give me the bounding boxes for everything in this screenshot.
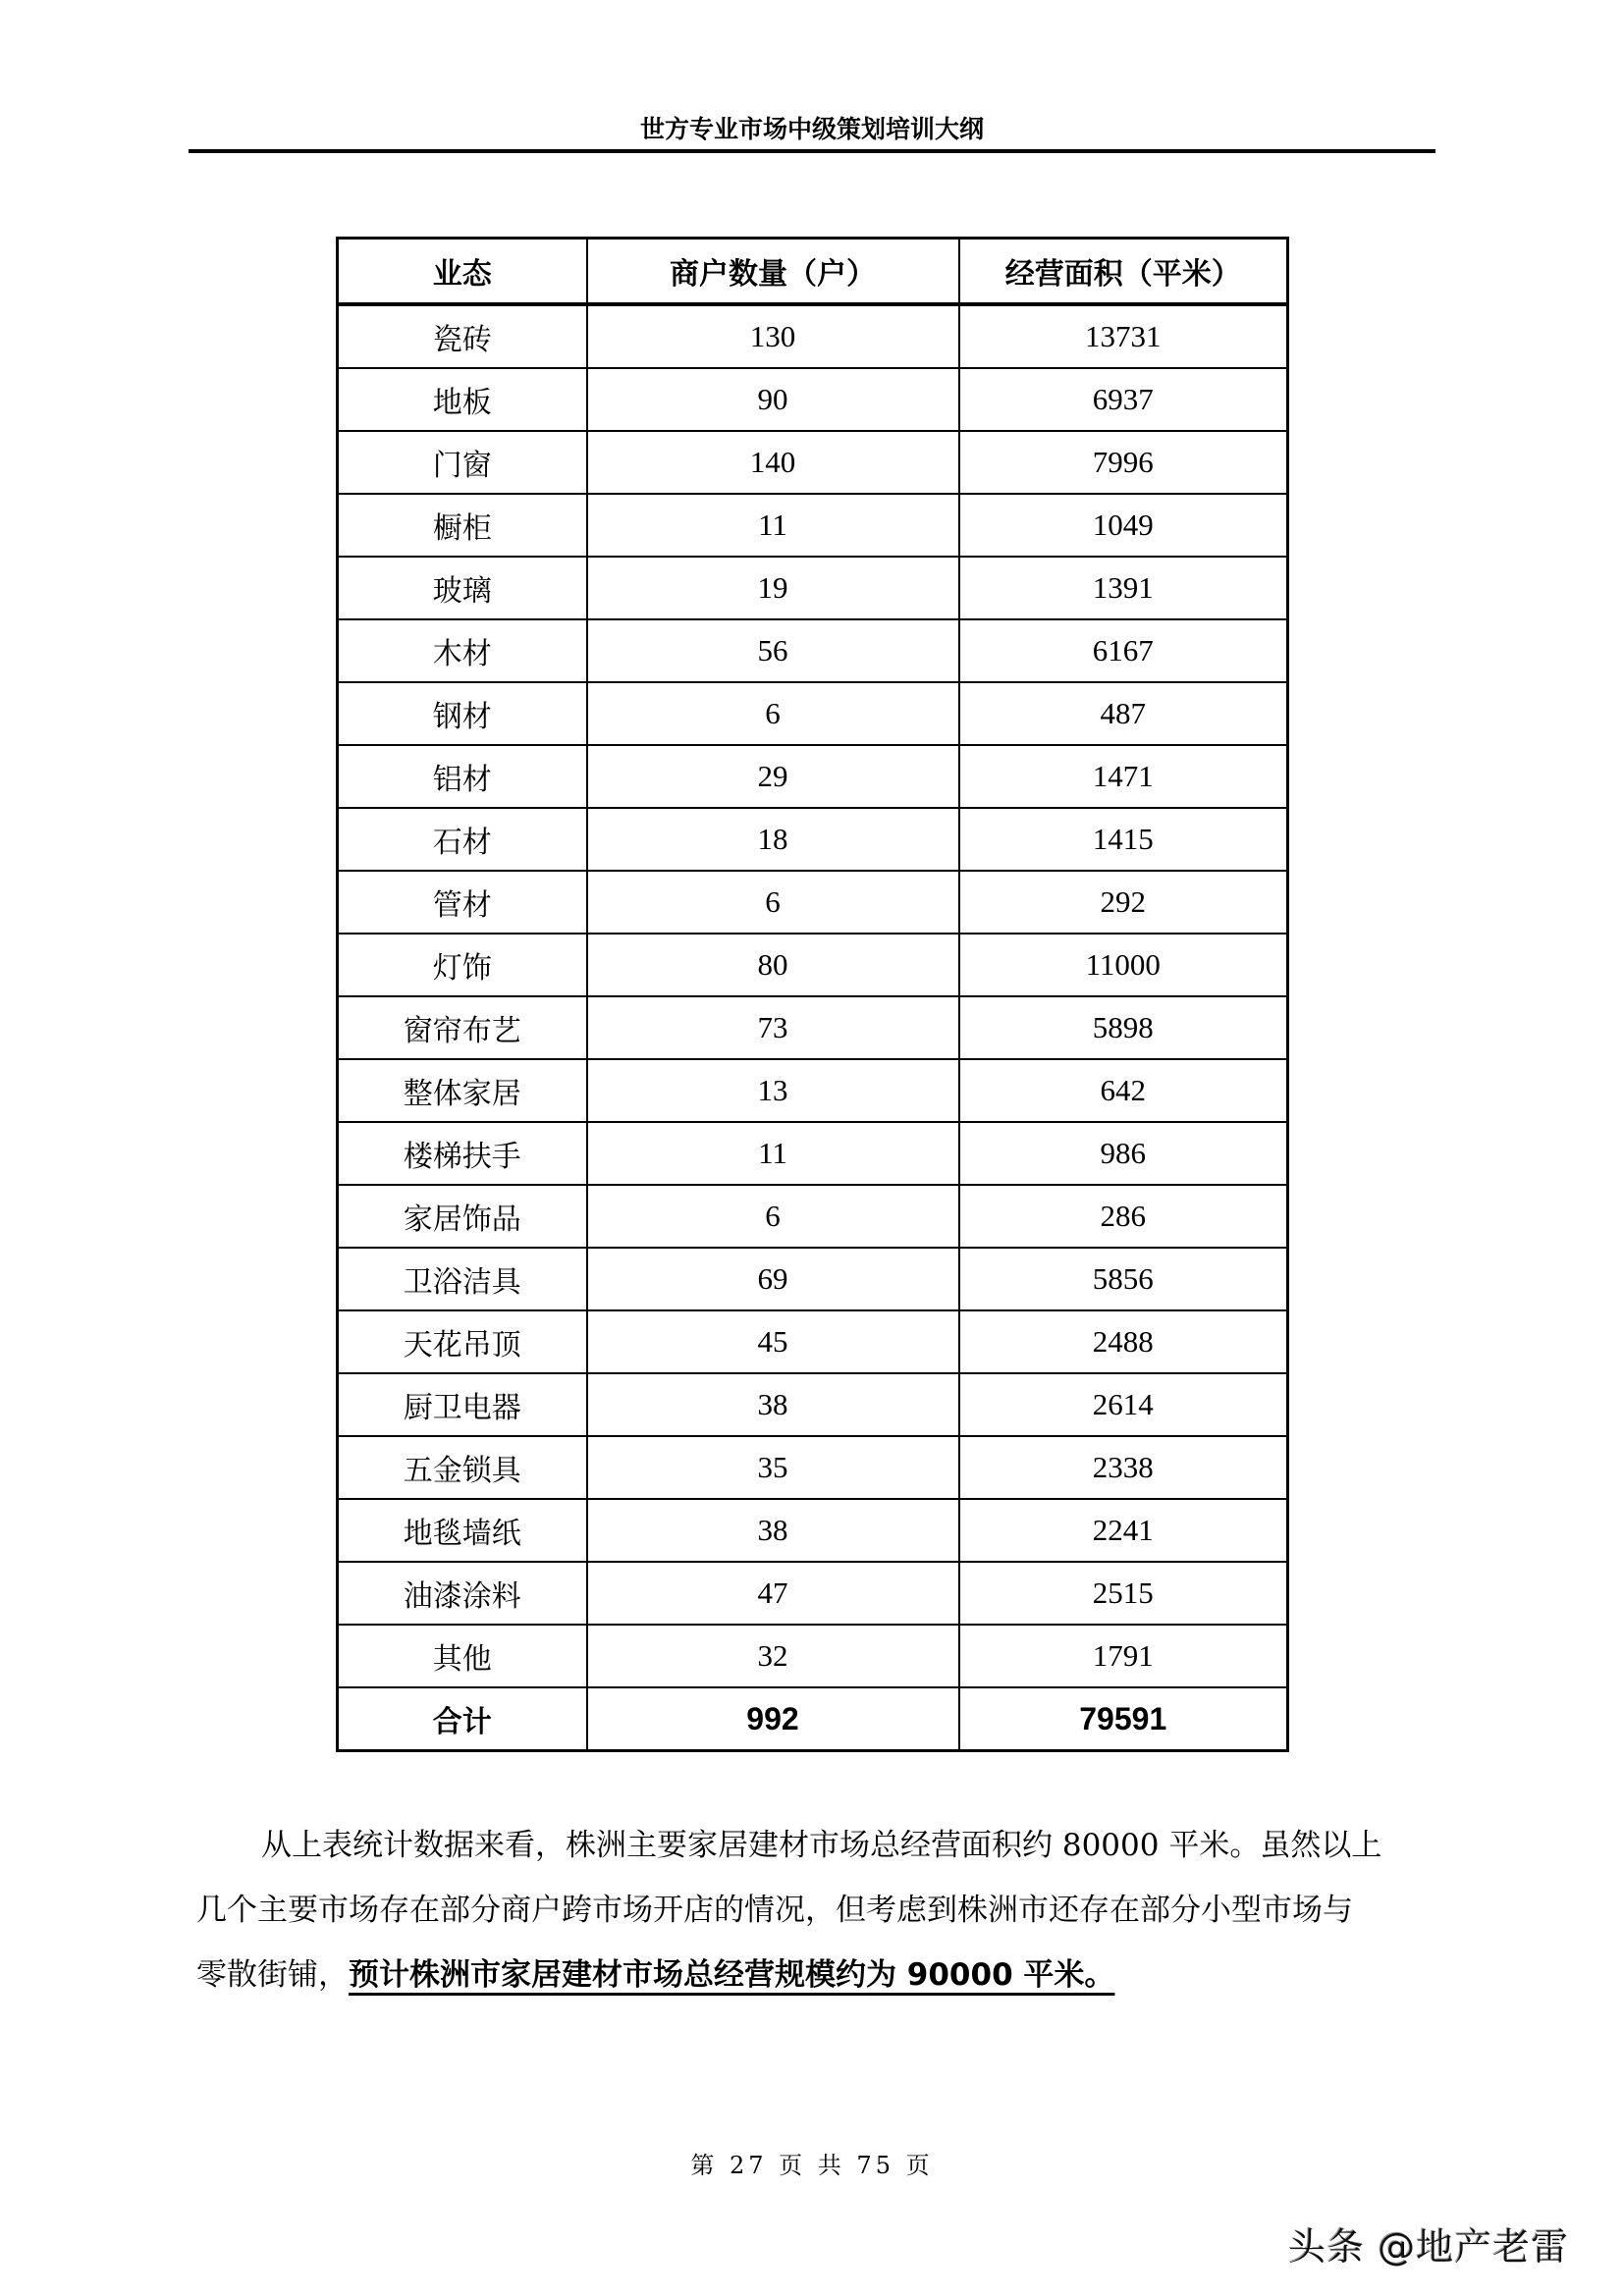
- cell-category: 窗帘布艺: [338, 996, 587, 1059]
- cell-category: 玻璃: [338, 557, 587, 619]
- total-area: 79591: [959, 1687, 1288, 1751]
- cell-area: 286: [959, 1185, 1288, 1248]
- cell-area: 5856: [959, 1248, 1288, 1310]
- cell-merchants: 56: [587, 619, 959, 682]
- table-row: [338, 996, 1288, 1059]
- table-row: [338, 1248, 1288, 1310]
- table-row: [338, 494, 1288, 557]
- cell-category: 铝材: [338, 745, 587, 808]
- table-row: [338, 1059, 1288, 1122]
- cell-category: 其他: [338, 1625, 587, 1687]
- table-row: [338, 745, 1288, 808]
- cell-category: 天花吊顶: [338, 1310, 587, 1373]
- table-row: [338, 871, 1288, 934]
- watermark: 头条 @地产老雷: [1288, 2225, 1570, 2269]
- cell-area: 2515: [959, 1562, 1288, 1625]
- cell-merchants: 90: [587, 368, 959, 431]
- cell-merchants: 18: [587, 808, 959, 871]
- cell-category: 卫浴洁具: [338, 1248, 587, 1310]
- market-stats-table: [336, 237, 1289, 1752]
- table-row: [338, 934, 1288, 996]
- cell-area: 487: [959, 682, 1288, 745]
- cell-area: 292: [959, 871, 1288, 934]
- cell-merchants: 29: [587, 745, 959, 808]
- cell-merchants: 19: [587, 557, 959, 619]
- cell-merchants: 35: [587, 1436, 959, 1499]
- cell-category: 门窗: [338, 431, 587, 494]
- cell-area: 2488: [959, 1310, 1288, 1373]
- cell-merchants: 6: [587, 1185, 959, 1248]
- table-row: [338, 1499, 1288, 1562]
- cell-category: 整体家居: [338, 1059, 587, 1122]
- running-header-title: 世方专业市场中级策划培训大纲: [639, 115, 984, 143]
- total-merchants: 992: [587, 1687, 959, 1751]
- table-row: [338, 682, 1288, 745]
- column-header-area: 经营面积（平米）: [959, 239, 1288, 305]
- cell-merchants: 6: [587, 871, 959, 934]
- cell-area: 6167: [959, 619, 1288, 682]
- table-row: [338, 368, 1288, 431]
- table-row: [338, 557, 1288, 619]
- cell-area: 1391: [959, 557, 1288, 619]
- cell-area: 7996: [959, 431, 1288, 494]
- table-row: [338, 1122, 1288, 1185]
- cell-category: 钢材: [338, 682, 587, 745]
- cell-area: 2241: [959, 1499, 1288, 1562]
- cell-category: 灯饰: [338, 934, 587, 996]
- cell-merchants: 13: [587, 1059, 959, 1122]
- paragraph-line-3: [196, 1943, 1439, 2007]
- table-row: [338, 1562, 1288, 1625]
- paragraph-line-1: 从上表统计数据来看，株洲主要家居建材市场总经营面积约 80000 平米。虽然以上: [261, 1828, 1382, 1863]
- cell-category: 厨卫电器: [338, 1373, 587, 1436]
- cell-area: 2338: [959, 1436, 1288, 1499]
- cell-category: 地板: [338, 368, 587, 431]
- column-header-merchants: 商户数量（户）: [587, 239, 959, 305]
- total-label: 合计: [338, 1687, 587, 1751]
- paragraph-line-3-plain: 零散街铺，: [196, 1957, 349, 1993]
- cell-category: 橱柜: [338, 494, 587, 557]
- header-rule: [189, 149, 1435, 153]
- cell-area: 642: [959, 1059, 1288, 1122]
- cell-area: 13731: [959, 304, 1288, 368]
- summary-paragraph: [196, 1813, 1439, 2007]
- table-row: [338, 619, 1288, 682]
- cell-merchants: 11: [587, 1122, 959, 1185]
- cell-merchants: 47: [587, 1562, 959, 1625]
- table-header-row: [338, 239, 1288, 305]
- cell-merchants: 38: [587, 1373, 959, 1436]
- table-row: [338, 304, 1288, 368]
- cell-area: 2614: [959, 1373, 1288, 1436]
- cell-area: 986: [959, 1122, 1288, 1185]
- cell-area: 5898: [959, 996, 1288, 1059]
- table-row: [338, 1310, 1288, 1373]
- cell-merchants: 130: [587, 304, 959, 368]
- cell-merchants: 32: [587, 1625, 959, 1687]
- table-row: [338, 1373, 1288, 1436]
- cell-category: 石材: [338, 808, 587, 871]
- column-header-category: 业态: [338, 239, 587, 305]
- cell-category: 瓷砖: [338, 304, 587, 368]
- cell-area: 11000: [959, 934, 1288, 996]
- table-total-row: [338, 1687, 1288, 1751]
- table-row: [338, 1625, 1288, 1687]
- cell-merchants: 140: [587, 431, 959, 494]
- cell-category: 地毯墙纸: [338, 1499, 587, 1562]
- cell-merchants: 69: [587, 1248, 959, 1310]
- paragraph-emphasis: 预计株洲市家居建材市场总经营规模约为 90000 平米。: [349, 1957, 1115, 1993]
- cell-area: 1791: [959, 1625, 1288, 1687]
- cell-area: 1049: [959, 494, 1288, 557]
- cell-merchants: 45: [587, 1310, 959, 1373]
- cell-category: 家居饰品: [338, 1185, 587, 1248]
- cell-merchants: 73: [587, 996, 959, 1059]
- cell-area: 1415: [959, 808, 1288, 871]
- table-row: [338, 1185, 1288, 1248]
- paragraph-line-2: 几个主要市场存在部分商户跨市场开店的情况，但考虑到株洲市还存在部分小型市场与: [196, 1893, 1353, 1928]
- cell-category: 五金锁具: [338, 1436, 587, 1499]
- cell-category: 木材: [338, 619, 587, 682]
- table-row: [338, 431, 1288, 494]
- cell-merchants: 80: [587, 934, 959, 996]
- table-row: [338, 1436, 1288, 1499]
- cell-category: 管材: [338, 871, 587, 934]
- cell-merchants: 6: [587, 682, 959, 745]
- cell-category: 油漆涂料: [338, 1562, 587, 1625]
- cell-category: 楼梯扶手: [338, 1122, 587, 1185]
- cell-area: 1471: [959, 745, 1288, 808]
- page-number-footer: 第 27 页 共 75 页: [690, 2152, 934, 2179]
- cell-merchants: 11: [587, 494, 959, 557]
- cell-merchants: 38: [587, 1499, 959, 1562]
- cell-area: 6937: [959, 368, 1288, 431]
- table-row: [338, 808, 1288, 871]
